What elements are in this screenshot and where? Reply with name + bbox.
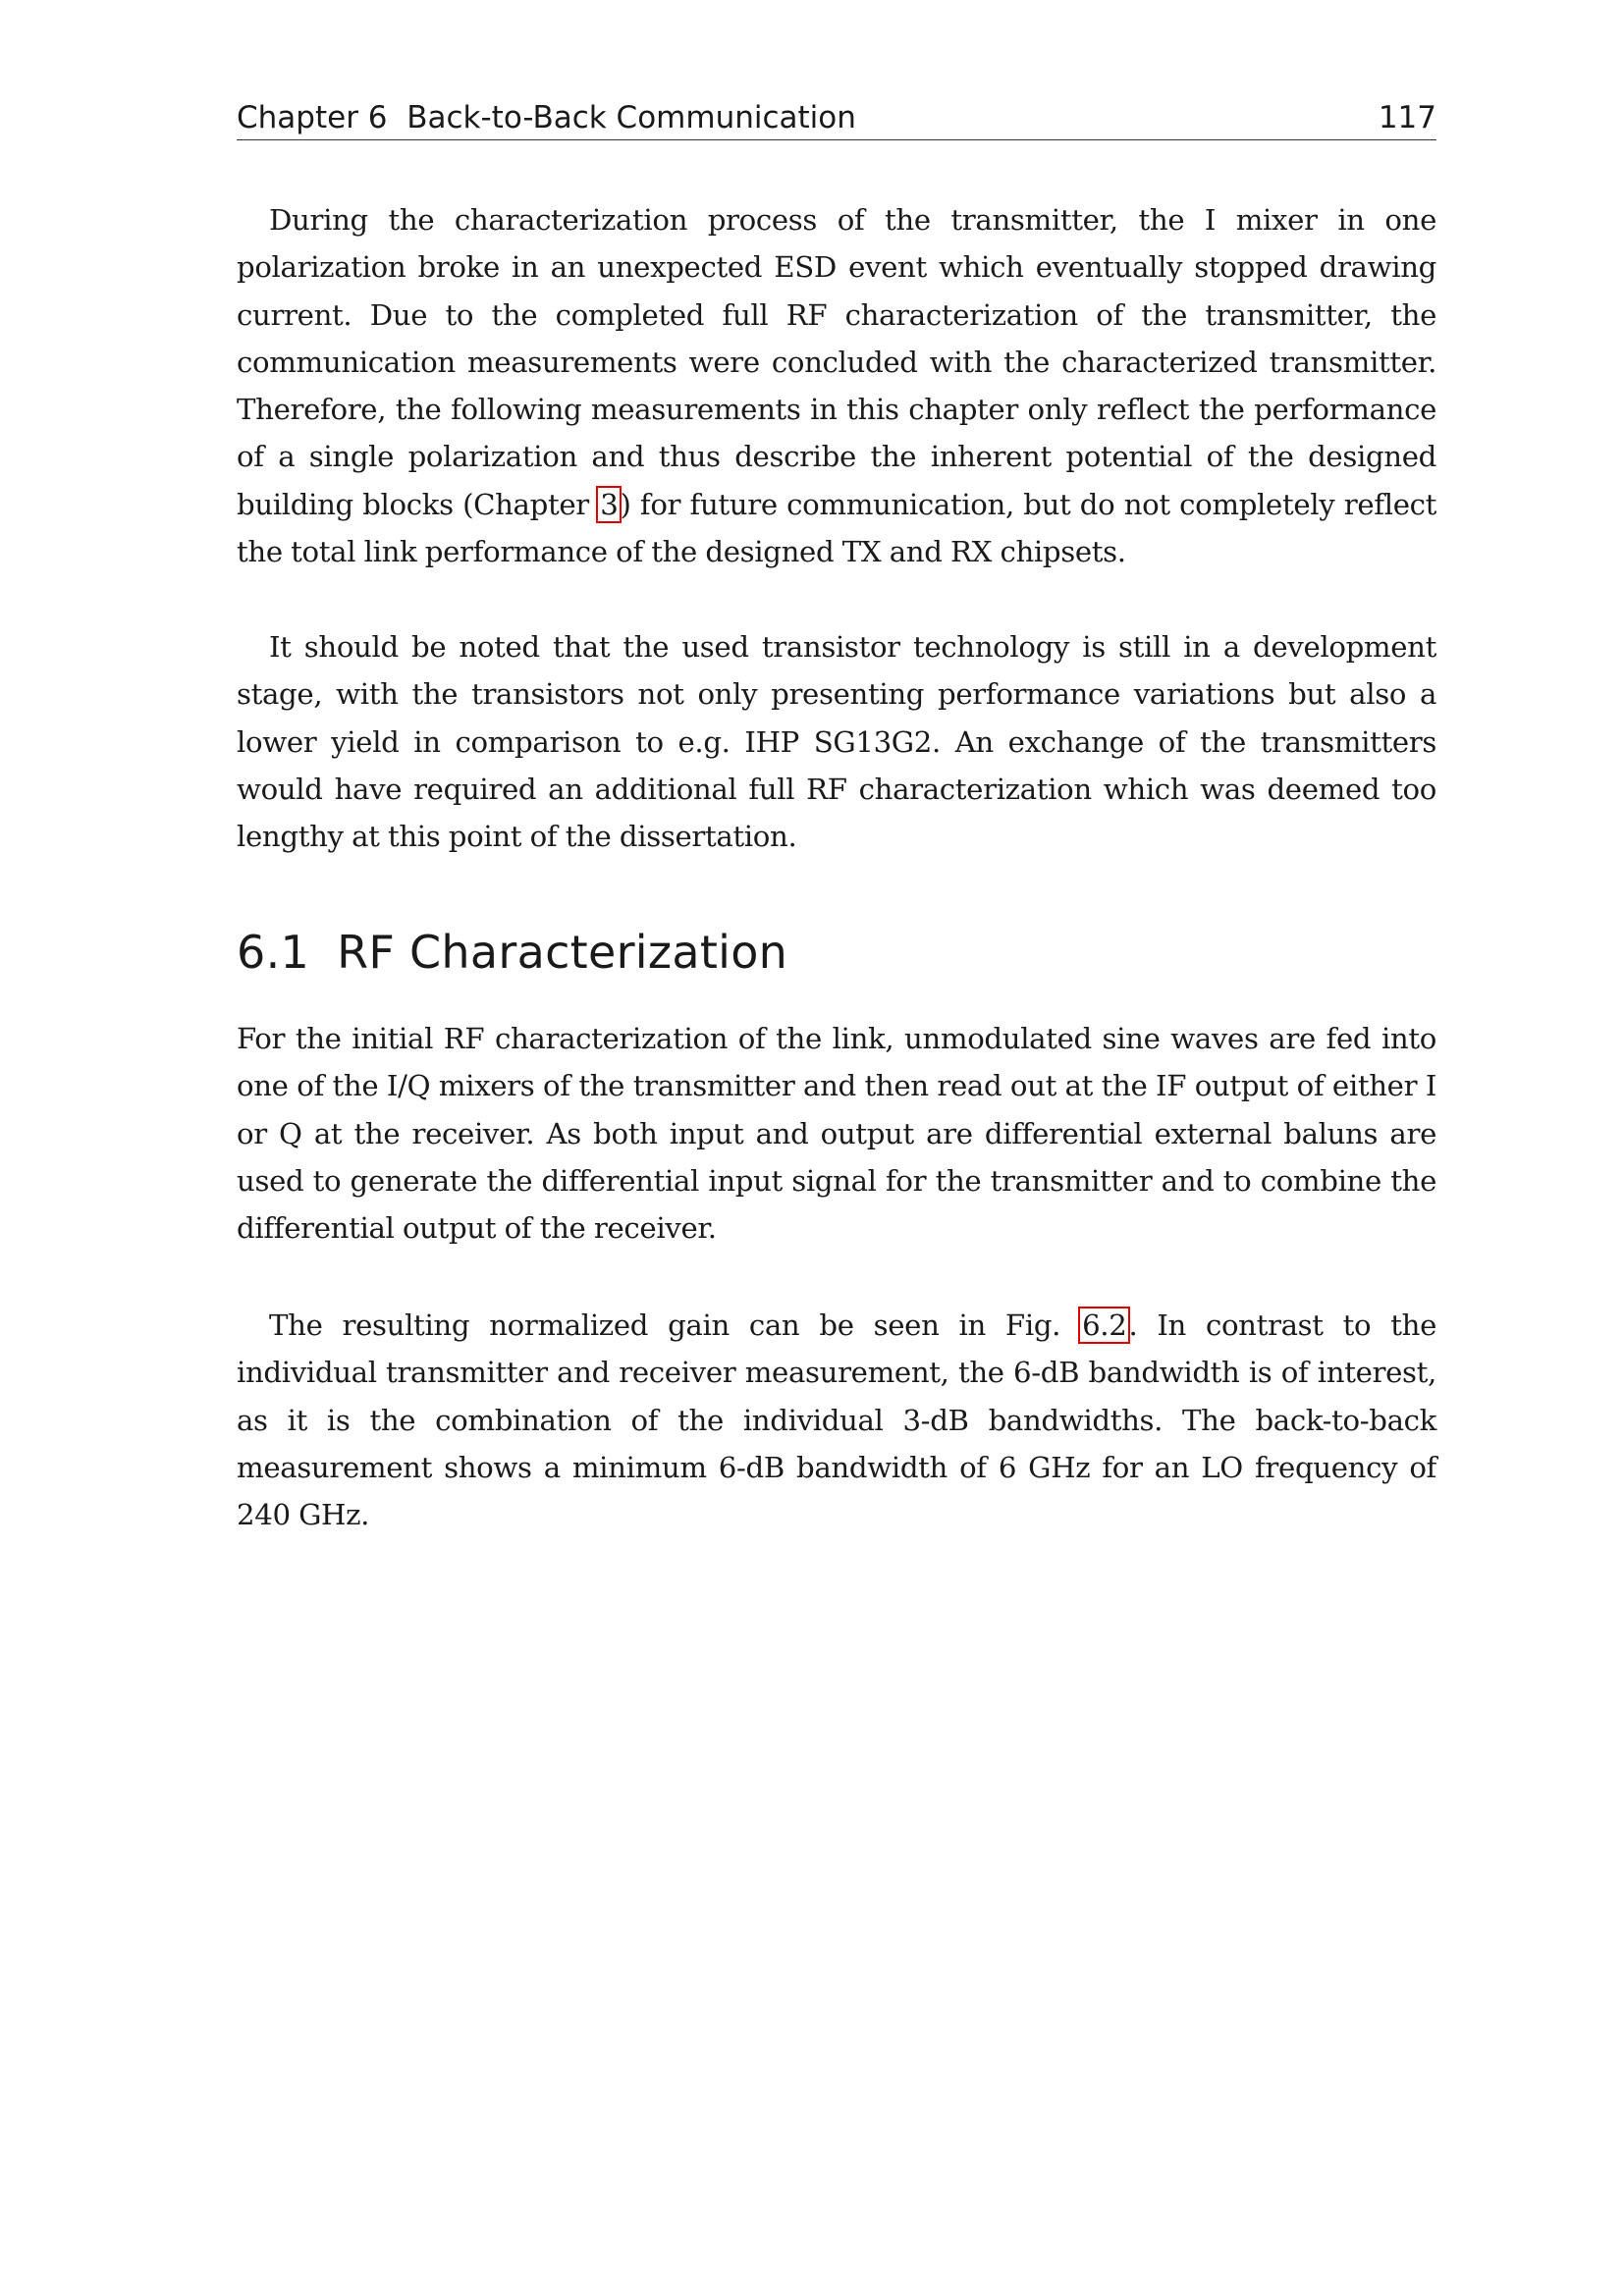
chapter-reference-link[interactable]: 3: [600, 487, 619, 521]
running-header: [237, 90, 1436, 140]
page-number: 117: [1378, 100, 1436, 135]
figure-reference-link[interactable]: 6.2: [1082, 1308, 1127, 1342]
section-number: 6.1: [237, 926, 310, 979]
section-title: RF Characterization: [337, 926, 788, 979]
chapter-title: Chapter 6 Back-to-Back Communication: [237, 100, 856, 135]
paragraph-rf-characterization: For the initial RF characterization of the link, unmodulated sine waves are fed into one of the I/Q mixers of the transmitter and then read out at the IF output of either I or Q at the receiver. As both input and output are differential external baluns are used to generate the differential input signal for the transmitter and to combine the differential output of the receiver.: [237, 1022, 1436, 1246]
paragraph-text: During the characterization process of the transmitter, the I mixer in one polarization broke in an unexpected ESD event which eventually stopped drawing current. Due to the completed full RF characterization of the transmitter, the communication measurements were concluded with the characterized transmitter. Therefore, the following measurements in this chapter only reflect the performance of a single polarization and thus describe the inherent potential of the designed building blocks (Chapter: [237, 203, 1436, 521]
section-heading: [237, 923, 787, 982]
paragraph-text: The resulting normalized gain can be seen in Fig.: [269, 1308, 1081, 1342]
paragraph-text: . In contrast to the individual transmitter and receiver measurement, the 6-dB bandwidth is of interest, as it is the combination of the individual 3-dB bandwidths. The back-to-back measurement shows a minimum 6-dB bandwidth of 6 GHz for an LO frequency of 240 GHz.: [237, 1308, 1436, 1532]
paragraph-esd-event: [237, 196, 1436, 575]
paragraph-normalized-gain: [237, 1302, 1436, 1538]
paragraph-text: ) for future communication, but do not completely reflect the total link performance of the designed TX and RX chipsets.: [237, 487, 1437, 569]
paragraph-transistor-technology: It should be noted that the used transistor technology is still in a development stage, with the transistors not only presenting performance variations but also a lower yield in comparison to e.g. IHP SG13G2. An exchange of the transmitters would have required an additional full RF characterization which was deemed too lengthy at this point of the dissertation.: [237, 630, 1436, 854]
